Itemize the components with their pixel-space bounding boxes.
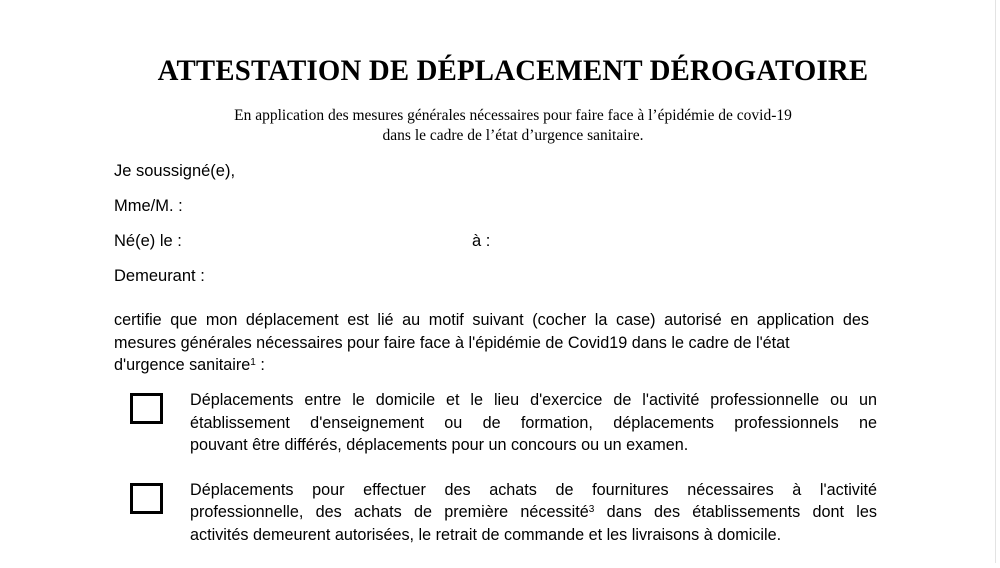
reason-purchases-line-3: activités demeurent autorisées, le retrait de commande et les livraisons à domicile. [190,525,782,544]
certification-line-1: certifie que mon déplacement est lié au motif suivant (cocher la case) autorisé en application des [114,311,869,329]
page-edge-divider [995,0,996,563]
reason-work-line-3: pouvant être différés, déplacements pour un concours ou un examen. [190,436,689,454]
field-row-name [114,195,874,230]
field-row-address [114,265,874,300]
reason-item-purchases[interactable] [130,479,877,547]
reason-checkbox-purchases[interactable] [130,483,163,514]
field-row-birth [114,230,874,265]
document-subtitle [0,106,1000,146]
certification-line-3 [114,354,869,377]
footnote-marker-3: 3 [588,503,595,515]
field-label-undersigned: Je soussigné(e), [114,162,236,180]
field-label-name: Mme/M. : [114,197,183,215]
reason-text-work [190,389,877,457]
certification-line-3-colon: : [255,356,265,374]
reason-work-line-1: Déplacements entre le domicile et le lieu d'exercice de l'activité professionnelle ou un [190,391,877,409]
reason-checkbox-work[interactable] [130,393,163,424]
field-label-birthdate: Né(e) le : [114,232,182,250]
reason-work-line-2: établissement d'enseignement ou de formation, déplacements professionnels ne [190,413,877,432]
certification-line-3-text: d'urgence sanitaire [114,356,251,374]
reason-purchases-line-2-rest: dans des établissements dont les [594,503,877,521]
reason-purchases-line-2 [190,501,877,524]
field-label-address: Demeurant : [114,267,205,285]
field-label-birthplace: à : [472,232,491,250]
reason-purchases-line-2-text: professionnelle, des achats de première nécessité [190,503,589,521]
reason-item-work[interactable] [130,389,877,457]
certification-paragraph [114,309,869,377]
certification-line-2: mesures générales nécessaires pour faire face à l'épidémie de Covid19 dans le cadre de l'état [114,333,790,352]
reason-list [130,389,877,568]
footnote-marker-1: 1 [250,356,256,368]
reason-text-purchases [190,479,877,547]
document-subtitle-line-2: dans le cadre de l’état d’urgence sanitaire. [382,127,644,144]
field-row-undersigned [114,160,874,195]
reason-purchases-line-1: Déplacements pour effectuer des achats de fournitures nécessaires à l'activité [190,480,877,499]
document-subtitle-line-1: En application des mesures générales nécessaires pour faire face à l’épidémie de covid-19 [234,107,792,124]
page-title: ATTESTATION DE DÉPLACEMENT DÉROGATOIRE [157,54,869,87]
identity-fields [114,160,874,300]
